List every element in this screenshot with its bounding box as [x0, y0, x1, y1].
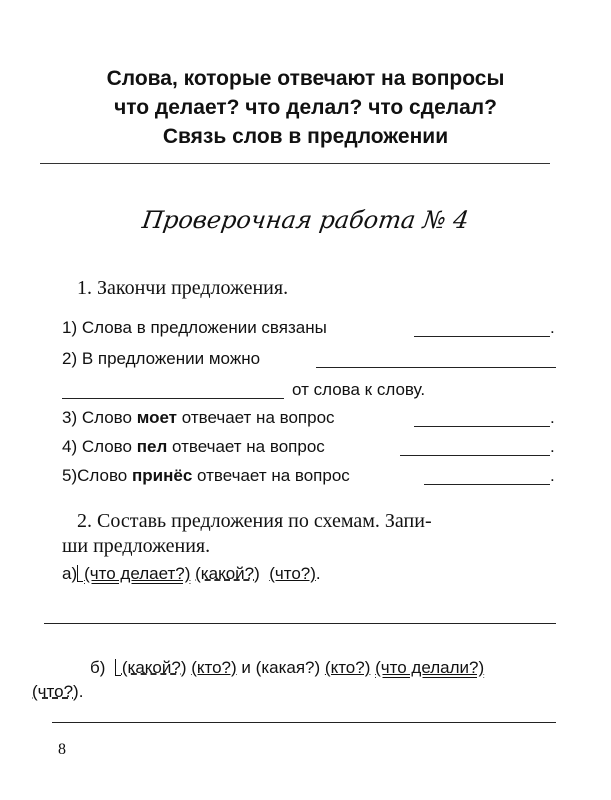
task1-item5: [62, 466, 350, 486]
answer-line-b[interactable]: [52, 722, 556, 723]
scheme-b-label: б): [90, 658, 106, 677]
item4-word: пел: [136, 437, 168, 456]
scheme-a-attribute: (какой?): [195, 564, 260, 583]
period: .: [550, 318, 555, 337]
task1-item2b: от слова к слову.: [292, 380, 426, 399]
scheme-b-conjunction: и: [241, 658, 251, 677]
period: .: [315, 564, 321, 583]
period: .: [550, 408, 555, 427]
answer-blank-4[interactable]: [400, 455, 550, 456]
scheme-b-subject-1: (кто?): [191, 658, 237, 677]
title-line-1: Слова, которые отвечают на вопросы: [106, 67, 505, 90]
item5-suffix: отвечает на вопрос: [197, 466, 350, 485]
scheme-b-cont: [32, 682, 83, 702]
page-title: [0, 64, 611, 151]
scheme-b-attribute-1: (какой?): [121, 658, 187, 677]
answer-blank-1[interactable]: [414, 336, 550, 337]
task1-item4: [62, 437, 325, 457]
item3-word: моет: [136, 408, 178, 427]
task2-heading-line1: 2. Составь предложения по схемам. Запи-: [77, 510, 432, 532]
title-divider: [40, 163, 550, 164]
period: .: [78, 682, 84, 701]
item4-prefix: 4) Слово: [62, 437, 132, 456]
period: .: [550, 437, 555, 456]
test-subtitle: Проверочная работа № 4: [140, 206, 471, 234]
period: .: [550, 466, 555, 485]
task1-item1: 1) Слова в предложении связаны: [62, 318, 327, 337]
task1-item2a: 2) В предложении можно: [62, 349, 261, 368]
title-line-2: что делает? что делал? что сделал?: [114, 96, 497, 119]
scheme-b: [90, 658, 484, 678]
scheme-b-predicate: (что делали?): [375, 658, 485, 677]
title-line-3: Связь слов в предложении: [162, 125, 449, 148]
answer-line-a[interactable]: [44, 623, 556, 624]
answer-blank-2b[interactable]: [62, 398, 284, 399]
item5-prefix: 5)Слово: [62, 466, 128, 485]
scheme-a-predicate: (что делает?): [84, 564, 191, 583]
task1-heading: 1. Закончи предложения.: [77, 277, 289, 299]
item3-suffix: отвечает на вопрос: [181, 408, 335, 427]
scheme-a-label: а): [62, 564, 78, 583]
scheme-a-object: (что?): [269, 564, 316, 583]
task1-item3: [62, 408, 335, 428]
answer-blank-5[interactable]: [424, 484, 550, 485]
scheme-b-attribute-2: (какая?): [255, 658, 321, 677]
item4-suffix: отвечает на вопрос: [171, 437, 325, 456]
scheme-start-mark: [115, 659, 121, 676]
scheme-b-object: (что?): [32, 682, 79, 701]
scheme-a: [62, 564, 321, 584]
item3-prefix: 3) Слово: [62, 408, 132, 427]
page-number: 8: [58, 741, 66, 758]
scheme-start-mark: [77, 565, 83, 582]
answer-blank-3[interactable]: [414, 426, 550, 427]
answer-blank-2a[interactable]: [316, 367, 556, 368]
scheme-b-subject-2: (кто?): [324, 658, 371, 677]
item5-word: принёс: [132, 466, 193, 485]
task2-heading-line2: ши предложения.: [62, 535, 211, 557]
